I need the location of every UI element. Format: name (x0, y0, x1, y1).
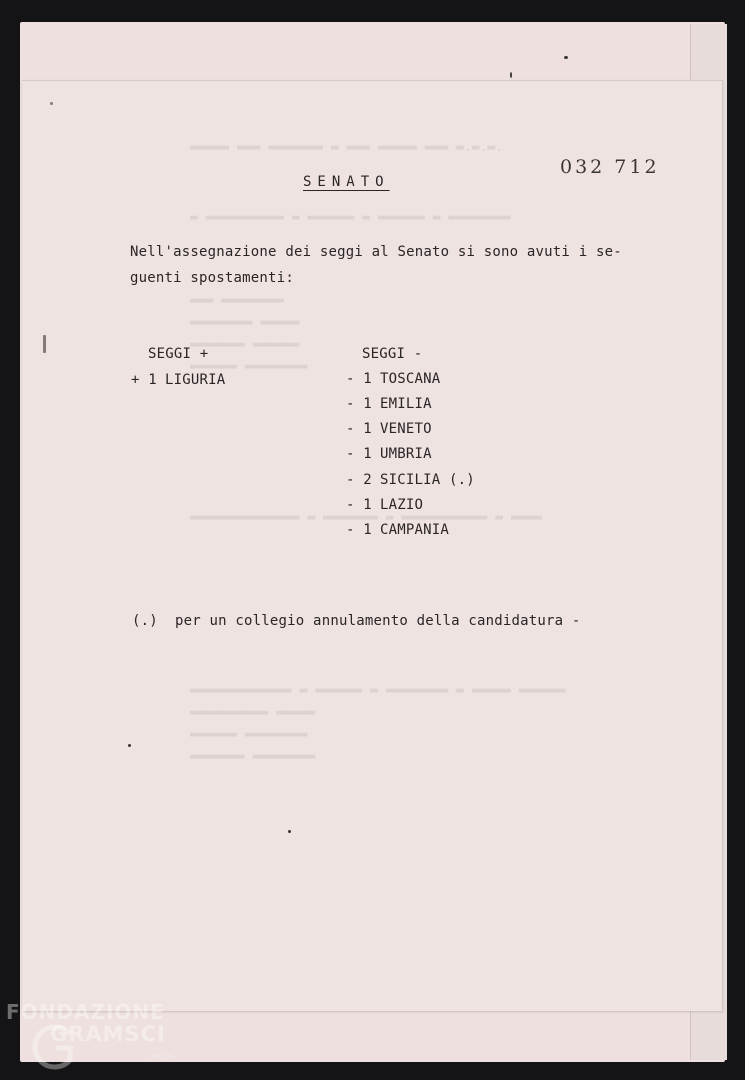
loss-change: - 1 (346, 396, 372, 412)
show-through-text: ▬▬▬ ▬▬▬▬▬▬▬▬ ▬▬▬▬▬▬▬▬ ▬▬▬▬▬ ▬▬▬▬▬▬▬ ▬▬▬▬▬▬ ▬▬▬▬▬▬ ▬▬▬▬▬▬▬▬ (190, 293, 308, 374)
gains-header: SEGGI + (148, 346, 209, 362)
show-through-text: ▬ ▬▬▬▬▬▬▬▬▬▬ ▬ ▬▬▬▬▬▬ ▬ ▬▬▬▬▬▬ ▬ ▬▬▬▬▬▬▬▬ (190, 210, 511, 225)
watermark-line-2: GRAMSCI (50, 1022, 166, 1046)
paper-speck (43, 335, 46, 353)
show-through-text: ▬▬▬▬▬▬▬▬▬▬▬▬▬▬ ▬ ▬▬▬▬▬▬▬ ▬ ▬▬▬▬▬▬▬▬▬▬▬ ▬ ▬▬▬▬ (190, 510, 543, 525)
loss-change: - 1 (346, 371, 372, 387)
loss-region: TOSCANA (380, 371, 441, 387)
loss-change: - 1 (346, 421, 372, 437)
watermark-logo-icon (30, 1020, 78, 1074)
paper-speck (50, 102, 53, 105)
paper-speck (510, 72, 512, 78)
loss-region: VENETO (380, 421, 432, 437)
losses-header: SEGGI - (362, 346, 423, 362)
loss-region: SICILIA (.) (380, 472, 475, 488)
gain-region: LIGURIA (165, 372, 226, 388)
loss-region: EMILIA (380, 396, 432, 412)
document-title: SENATO (303, 174, 390, 190)
loss-region: CAMPANIA (380, 522, 450, 538)
watermark-line-1: FONDAZIONE (6, 1000, 165, 1024)
watermark-line-3: onlus (150, 1052, 175, 1062)
show-through-text: ▬▬▬▬▬ ▬▬▬ ▬▬▬▬▬▬▬ ▬ ▬▬▬ ▬▬▬▬▬ ▬▬▬ ▬.▬.▬. (190, 140, 504, 155)
paper-speck (128, 744, 131, 747)
loss-change: - 2 (346, 472, 372, 488)
loss-change: - 1 (346, 522, 372, 538)
archive-number: 032 712 (560, 156, 660, 178)
paper-speck (564, 56, 568, 59)
loss-region: UMBRIA (380, 446, 432, 462)
intro-line-1: Nell'assegnazione dei seggi al Senato si sono avuti i se- (130, 244, 622, 260)
footnote-text: per un collegio annulamento della candidatura - (175, 613, 581, 629)
fondazione-gramsci-watermark (6, 998, 206, 1078)
show-through-text: ▬▬▬▬▬▬▬▬▬▬▬▬▬ ▬ ▬▬▬▬▬▬ ▬ ▬▬▬▬▬▬▬▬ ▬ ▬▬▬▬▬ ▬▬▬▬▬▬ ▬▬▬▬▬▬▬▬▬▬ ▬▬▬▬▬ ▬▬▬▬▬▬ ▬▬▬▬▬▬▬▬ ▬▬▬▬▬▬▬ ▬▬▬▬▬▬▬▬ (190, 683, 566, 764)
gain-change: + 1 (131, 372, 157, 388)
intro-line-2: guenti spostamenti: (130, 270, 294, 286)
loss-region: LAZIO (380, 497, 424, 513)
loss-change: - 1 (346, 497, 372, 513)
footnote-marker: (.) (132, 613, 158, 629)
paper-speck (288, 830, 291, 833)
loss-change: - 1 (346, 446, 372, 462)
